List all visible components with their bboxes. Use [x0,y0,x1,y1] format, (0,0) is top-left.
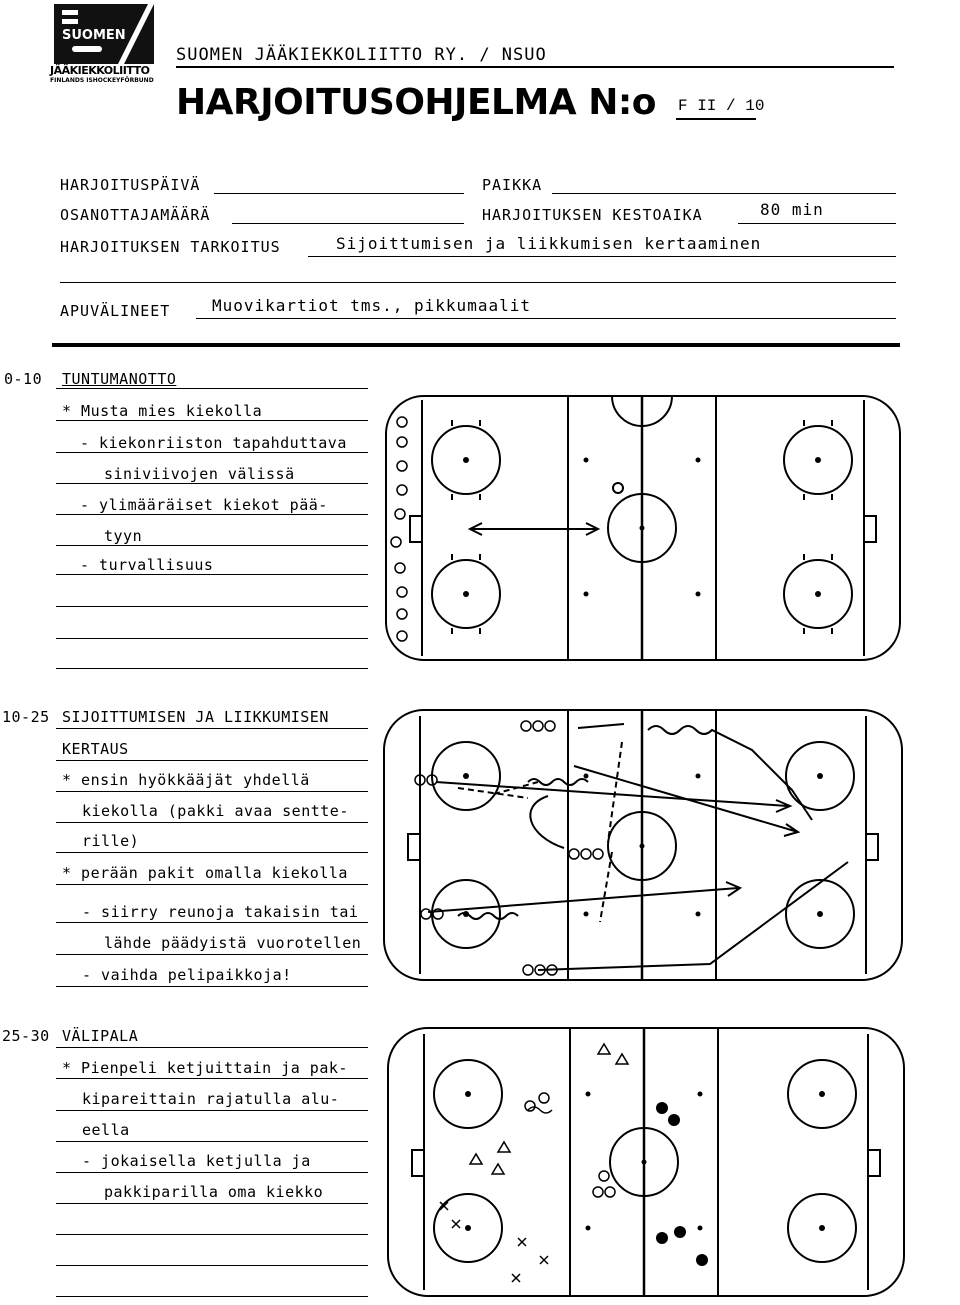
program-number: F II / 10 [678,97,765,115]
section-3-line-4: - jokaisella ketjulla ja [82,1152,311,1170]
s1-rule-4 [56,514,368,515]
s2-rule-6 [56,922,368,923]
section-1-line-1: * Musta mies kiekolla [62,402,263,420]
s2-rule-2 [56,791,368,792]
section-1-line-5: tyyn [104,527,143,545]
s3-rule-5 [56,1203,368,1204]
s1-rule-6 [56,574,368,575]
s2-rule-3 [56,822,368,823]
section-divider [52,343,900,347]
section-1-title: TUNTUMANOTTO [62,370,177,388]
s1-rule-1 [56,420,368,421]
section-2-time: 10-25 [2,708,50,726]
s3-rule-2 [56,1110,368,1111]
purpose-line-2 [60,282,896,283]
s3-rule-0 [56,1047,368,1048]
s3-rule-6 [56,1234,368,1235]
section-3-line-1: * Pienpeli ketjuittain ja pak- [62,1059,348,1077]
section-2-line-6: - siirry reunoja takaisin tai [82,903,359,921]
s1-rule-5 [56,545,368,546]
number-underline [676,118,756,120]
s1-rule-3 [56,483,368,484]
s3-rule-3 [56,1141,368,1142]
rink-diagram-3 [382,1024,910,1300]
section-3-line-2: kipareittain rajatulla alu- [82,1090,340,1108]
logo-text-federation: JÄÄKIEKKOLIITTO [50,64,150,77]
purpose-label: HARJOITUKSEN TARKOITUS [60,238,281,256]
s3-rule-4 [56,1172,368,1173]
section-2-line-2: * ensin hyökkääjät yhdellä [62,771,310,789]
org-name: SUOMEN JÄÄKIEKKOLIITTO RY. / NSUO [176,45,547,65]
rink-diagram-2 [378,706,910,984]
s3-rule-1 [56,1078,368,1079]
section-2-line-7: lähde päädyistä vuorotellen [104,934,362,952]
s3-rule-7 [56,1265,368,1266]
logo-text-swedish: FINLANDS ISHOCKEYFÖRBUND [50,77,154,84]
section-2-line-5: * perään pakit omalla kiekolla [62,864,348,882]
section-2-line-4: rille) [82,832,140,850]
s2-rule-0 [56,728,368,729]
s2-rule-5 [56,884,368,885]
equipment-value: Muovikartiot tms., pikkumaalit [212,296,531,315]
section-1-line-2: - kiekonriiston tapahduttava [80,434,347,452]
section-1-line-6: - turvallisuus [80,556,214,574]
section-2-title: SIJOITTUMISEN JA LIIKKUMISEN [62,708,329,726]
s2-rule-7 [56,954,368,955]
duration-line [738,223,896,224]
place-line [552,193,896,194]
s1-rule-7 [56,606,368,607]
s2-rule-8 [56,986,368,987]
page-title: HARJOITUSOHJELMA N:o [176,82,656,123]
section-2-line-8: - vaihda pelipaikkoja! [82,966,292,984]
section-1-line-4: - ylimääräiset kiekot pää- [80,496,328,514]
org-underline [176,66,894,68]
section-2-line-3: kiekolla (pakki avaa sentte- [82,802,349,820]
section-3-time: 25-30 [2,1027,50,1045]
place-label: PAIKKA [482,176,543,194]
purpose-line [308,256,896,257]
participants-label: OSANOTTAJAMÄÄRÄ [60,206,211,224]
date-line [214,193,464,194]
section-1-time: 0-10 [4,370,43,388]
s1-rule-8 [56,638,368,639]
section-3-line-3: eella [82,1121,130,1139]
equipment-line [196,318,896,319]
logo-text-suomen: SUOMEN [62,28,126,43]
section-3-title: VÄLIPALA [62,1027,139,1045]
rink-diagram-1 [382,392,906,664]
s1-rule-2 [56,452,368,453]
duration-label: HARJOITUKSEN KESTOAIKA [482,206,703,224]
participants-line [232,223,464,224]
purpose-value: Sijoittumisen ja liikkumisen kertaaminen [336,234,762,253]
section-2-line-1: KERTAUS [62,740,129,758]
equipment-label: APUVÄLINEET [60,302,171,320]
section-1-line-3: siniviivojen välissä [104,465,295,483]
s2-rule-1 [56,760,368,761]
s3-rule-8 [56,1296,368,1297]
s1-rule-0 [56,388,368,389]
date-label: HARJOITUSPÄIVÄ [60,176,201,194]
federation-logo [48,2,166,86]
s1-rule-9 [56,668,368,669]
duration-value: 80 min [760,200,824,219]
s2-rule-4 [56,852,368,853]
section-3-line-5: pakkiparilla oma kiekko [104,1183,324,1201]
